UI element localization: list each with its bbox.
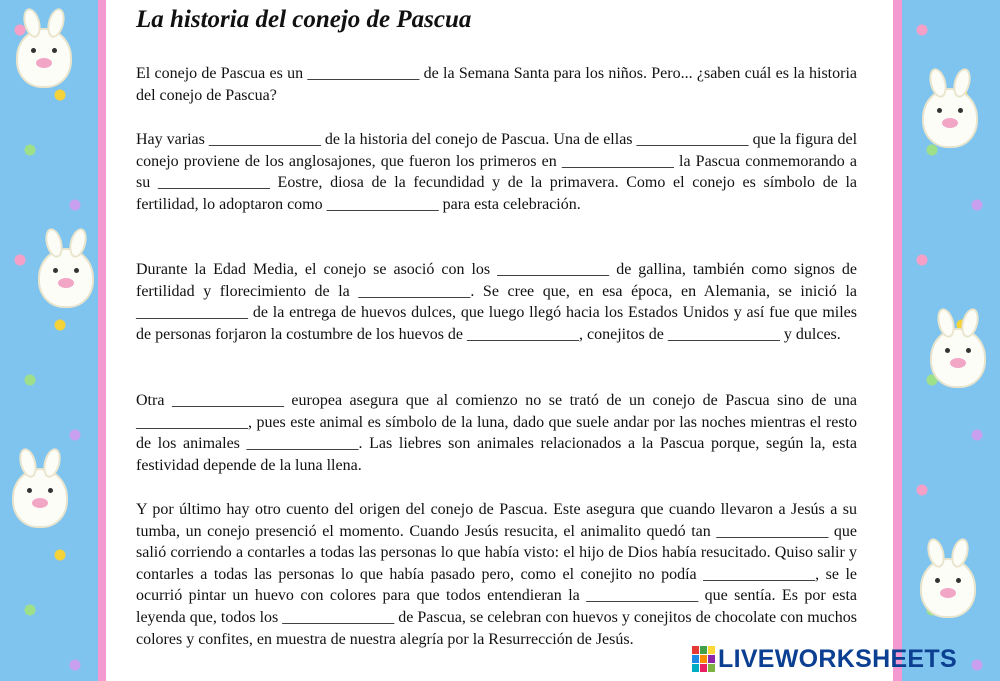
left-decorative-border — [0, 0, 106, 681]
logo-tile — [700, 664, 707, 672]
logo-tile — [692, 664, 699, 672]
answer-blank[interactable]: ______________ — [716, 522, 829, 540]
bunny-icon — [18, 30, 70, 86]
logo-tile — [708, 646, 715, 654]
logo-tile — [708, 655, 715, 663]
answer-blank[interactable]: ______________ — [703, 565, 816, 583]
paragraph: Hay varias ______________ de la historia del conejo de Pascua. Una de ellas ______________ que la figura del conejo proviene de los anglosajones, que fueron los primeros en ______________ la Pascua conmemorando a su ______________ Eostre, diosa de la fecundidad y de la primavera. Como el conejo es símbolo de la fertilidad, lo adoptaron como ______________ para esta celebración. — [136, 131, 858, 213]
answer-blank[interactable]: ______________ — [282, 608, 395, 626]
bunny-icon — [922, 560, 974, 616]
answer-blank[interactable]: ______________ — [586, 587, 699, 605]
logo-tile — [692, 655, 699, 663]
bunny-icon — [40, 250, 92, 306]
logo-tile — [708, 664, 715, 672]
answer-blank[interactable]: ______________ — [307, 65, 420, 82]
logo-tile — [692, 646, 699, 654]
bunny-icon — [14, 470, 66, 526]
worksheet-title: La historia del conejo de Pascua — [136, 6, 472, 33]
answer-blank[interactable]: ______________ — [136, 304, 248, 322]
bunny-icon — [932, 330, 984, 386]
answer-blank[interactable]: ______________ — [136, 413, 248, 431]
logo-tile — [700, 646, 707, 654]
answer-blank[interactable]: ______________ — [497, 261, 610, 278]
liveworksheets-logo-icon — [692, 646, 714, 672]
answer-blank[interactable]: ______________ — [358, 282, 471, 300]
answer-blank[interactable]: ______________ — [246, 435, 359, 453]
answer-blank[interactable]: ______________ — [467, 325, 580, 343]
paragraph: Y por último hay otro cuento del origen del conejo de Pascua. Este asegura que cuando llevaron a Jesús a su tumba, un conejo presenció el momento. Cuando Jesús resucita, el animalito quedó tan ______________ que salió corriendo a contarles a todas las personas lo que había visto: el hijo de Dios había resucitado. Quiso salir y contarles a todas las personas lo que había pasado pero, como el conejito no podía ______________, se le ocurrió pintar un huevo con colores para que todos entendieran la ______________ que sentía. Es por esta leyenda que, todos los ______________ de Pascua, se celebran con huevos y conejitos de chocolate con muchos colores y confites, en muestra de nuestra alegría por la Resurrección de Jesús. — [136, 501, 858, 648]
answer-blank[interactable]: ______________ — [326, 195, 439, 213]
paragraph: Otra ______________ europea asegura que al comienzo no se trató de un conejo de Pascua sino de una ______________, pues este animal es símbolo de la luna, dado que suele andar por las noches mientras el resto de los animales ______________. Las liebres son animales relacionados a la Pascua porque, según la, esta festividad depende de la luna llena. — [136, 392, 858, 474]
answer-blank[interactable]: ______________ — [171, 392, 284, 409]
liveworksheets-watermark — [692, 644, 957, 674]
right-decorative-border — [893, 0, 1000, 681]
paragraph: El conejo de Pascua es un ______________ de la Semana Santa para los niños. Pero... ¿saben cuál es la historia del conejo de Pascua? — [136, 65, 858, 104]
answer-blank[interactable]: ______________ — [667, 325, 780, 343]
watermark-text: LIVEWORKSHEETS — [718, 644, 957, 673]
answer-blank[interactable]: ______________ — [208, 131, 321, 148]
bunny-icon — [924, 90, 976, 146]
worksheet-page — [106, 0, 893, 681]
paragraph: Durante la Edad Media, el conejo se asoció con los ______________ de gallina, también como signos de fertilidad y florecimiento de la ______________. Se cree que, en esa época, en Alemania, se inició la ______________ de la entrega de huevos dulces, que luego llegó hacia los Estados Unidos y así fue que miles de personas forjaron la costumbre de los huevos de ______________, conejitos de ______________ y dulces. — [136, 261, 857, 343]
answer-blank[interactable]: ______________ — [157, 174, 270, 192]
logo-tile — [700, 655, 707, 663]
answer-blank[interactable]: ______________ — [561, 152, 674, 170]
answer-blank[interactable]: ______________ — [636, 131, 749, 148]
